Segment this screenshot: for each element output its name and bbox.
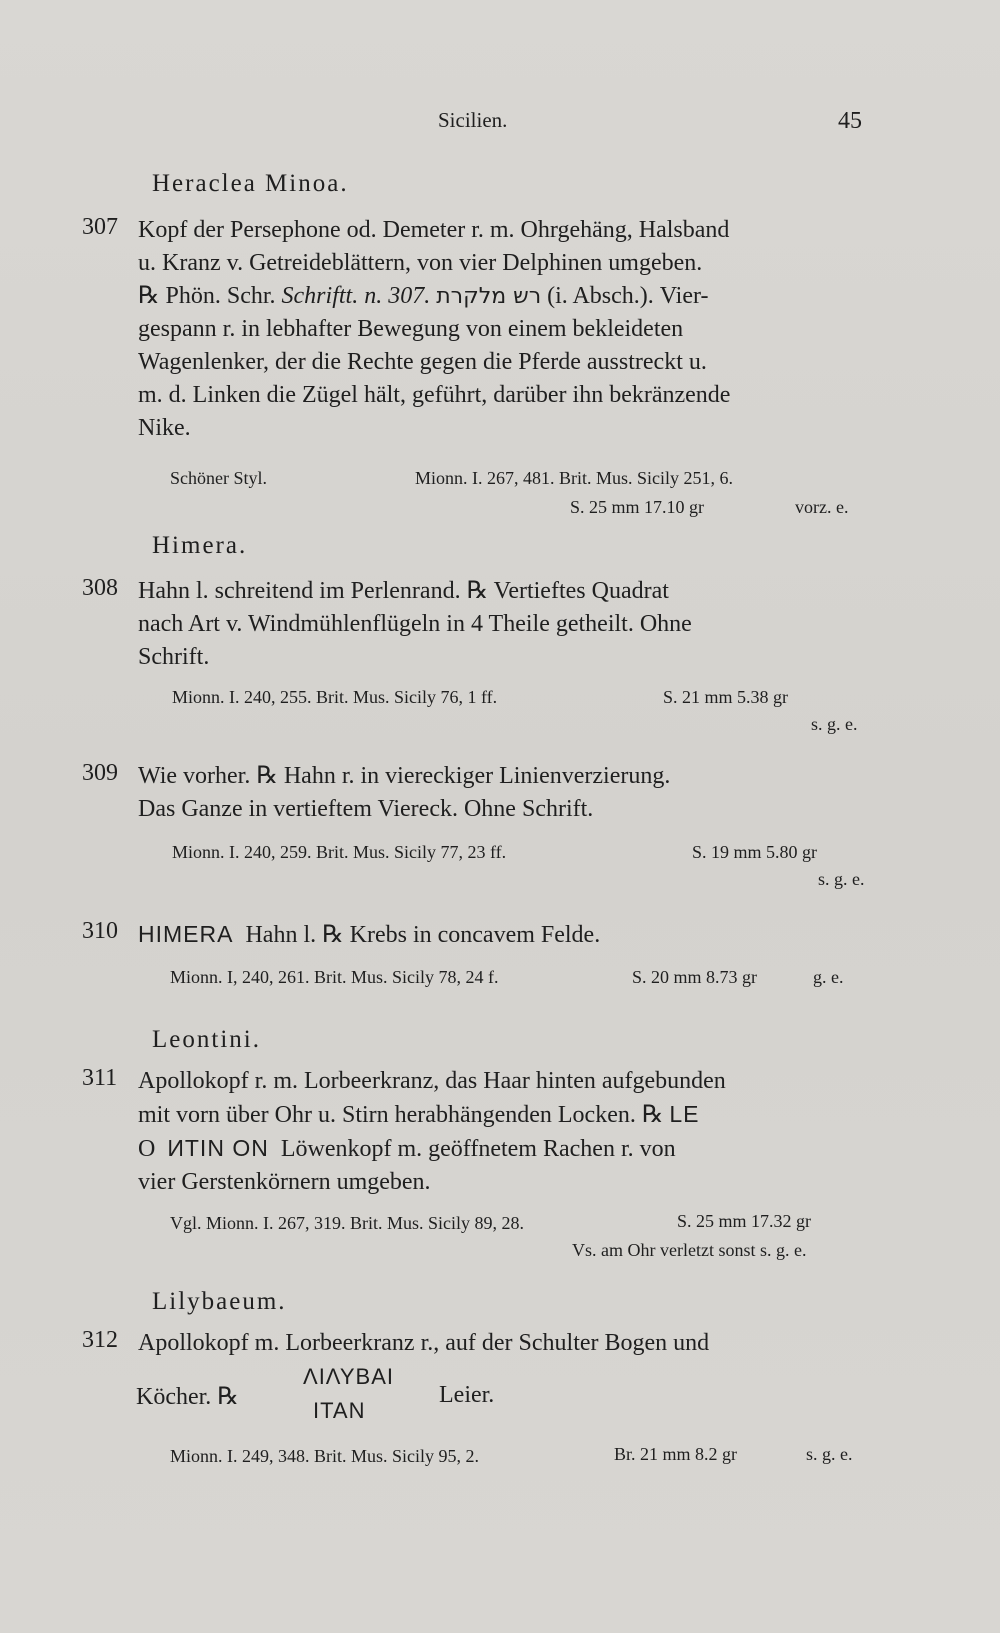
entry-description [138,760,873,826]
entry-number: 311 [82,1065,118,1091]
coin-legend-ntini-on: ИTIN ON [167,1135,269,1161]
text-line: Das Ganze in vertieftem Viereck. Ohne Schrift. [138,796,594,822]
page-number: 45 [838,108,862,134]
entry-312-grade: s. g. e. [806,1444,853,1464]
entry-307-style-note: Schöner Styl. [170,468,267,488]
phoenician-legend: רש מלקרת [436,284,542,309]
text-line: gespann r. in lebhafter Bewegung von einem bekleideten [138,316,684,342]
section-heading-leontini: Leontini. [152,1026,261,1053]
text-line: Wagenlenker, der die Rechte gegen die Pferde ausstreckt u. [138,349,707,375]
entry-309-measurements: S. 19 mm 5.80 gr [692,842,818,862]
entry-description [138,1327,873,1360]
section-heading-lilybaeum: Lilybaeum. [152,1288,287,1315]
text-fragment: ℞ Phön. Schr. [138,283,276,309]
entry-311-measurements: S. 25 mm 17.32 gr [677,1211,812,1231]
entry-310-measurements: S. 20 mm 8.73 gr [632,967,758,987]
text-line: Wie vorher. ℞ Hahn r. in viereckiger Linienverzierung. [138,763,671,789]
coin-legend-itan: ITAN [313,1398,366,1423]
entry-description [138,1065,873,1199]
coin-legend-o: O [138,1136,156,1162]
coin-legend-lilybai: ΛΙΛΥΒΑΙ [303,1364,395,1389]
text-fragment: (i. Absch.). Vier- [547,283,709,309]
entry-308-measurements: S. 21 mm 5.38 gr [663,687,789,707]
entry-number: 310 [82,918,118,944]
text-line: Apollokopf m. Lorbeerkranz r., auf der Schulter Bogen und [138,1330,710,1356]
text-line: Schrift. [138,644,210,670]
entry-312-measurements: Br. 21 mm 8.2 gr [614,1444,738,1464]
text-line: m. d. Linken die Zügel hält, geführt, darüber ihn bekränzende [138,382,731,408]
entry-310-reference: Mionn. I, 240, 261. Brit. Mus. Sicily 78, 24 f. [170,967,499,987]
coin-legend-le: LE [669,1101,700,1127]
section-heading-himera: Himera. [152,532,248,559]
entry-308-grade: s. g. e. [811,714,858,734]
entry-308-reference: Mionn. I. 240, 255. Brit. Mus. Sicily 76, 1 ff. [172,687,498,707]
entry-number: 308 [82,575,118,601]
entry-description [138,214,873,445]
section-heading-heraclea: Heraclea Minoa. [152,170,349,197]
text-line [138,1132,873,1166]
entry-310-grade: g. e. [813,967,844,987]
text-line [138,918,873,952]
entry-number: 309 [82,760,118,786]
entry-312-text-leier: Leier. [439,1382,495,1408]
entry-description [138,575,873,674]
text-fragment: Löwenkopf m. geöffnetem Rachen r. von [280,1136,676,1162]
entry-312-reference: Mionn. I. 249, 348. Brit. Mus. Sicily 95, 2. [170,1446,480,1466]
entry-307-reference: Mionn. I. 267, 481. Brit. Mus. Sicily 251, 6. [415,468,734,488]
text-line: Hahn l. schreitend im Perlenrand. ℞ Vertieftes Quadrat [138,578,669,604]
entry-309-grade: s. g. e. [818,869,865,889]
entry-309-reference: Mionn. I. 240, 259. Brit. Mus. Sicily 77, 23 ff. [172,842,507,862]
entry-312-text-koecher: Köcher. ℞ [136,1384,239,1410]
entry-number: 307 [82,214,118,240]
text-line: Kopf der Persephone od. Demeter r. m. Ohrgehäng, Halsband [138,217,730,243]
entry-307-grade: vorz. e. [795,497,849,517]
text-line: vier Gerstenkörnern umgeben. [138,1169,431,1195]
text-line: nach Art v. Windmühlenflügeln in 4 Theile getheilt. Ohne [138,611,692,637]
text-line: u. Kranz v. Getreideblättern, von vier Delphinen umgeben. [138,250,703,276]
text-line [138,1098,873,1132]
entry-description [138,918,873,952]
text-line [138,280,873,313]
script-table-reference: Schriftt. n. 307. [281,283,431,309]
entry-number: 312 [82,1327,118,1353]
running-title: Sicilien. [438,108,508,132]
text-line: Apollokopf r. m. Lorbeerkranz, das Haar hinten aufgebunden [138,1068,726,1094]
entry-311-condition: Vs. am Ohr verletzt sonst s. g. e. [572,1240,807,1260]
entry-307-measurements: S. 25 mm 17.10 gr [570,497,705,517]
text-line: Nike. [138,415,191,441]
coin-legend-himera: HIMERA [138,921,234,947]
text-fragment: Hahn l. ℞ Krebs in concavem Felde. [245,922,601,948]
text-fragment: mit vorn über Ohr u. Stirn herabhängenden Locken. ℞ [138,1102,664,1128]
entry-311-reference: Vgl. Mionn. I. 267, 319. Brit. Mus. Sicily 89, 28. [170,1213,525,1233]
